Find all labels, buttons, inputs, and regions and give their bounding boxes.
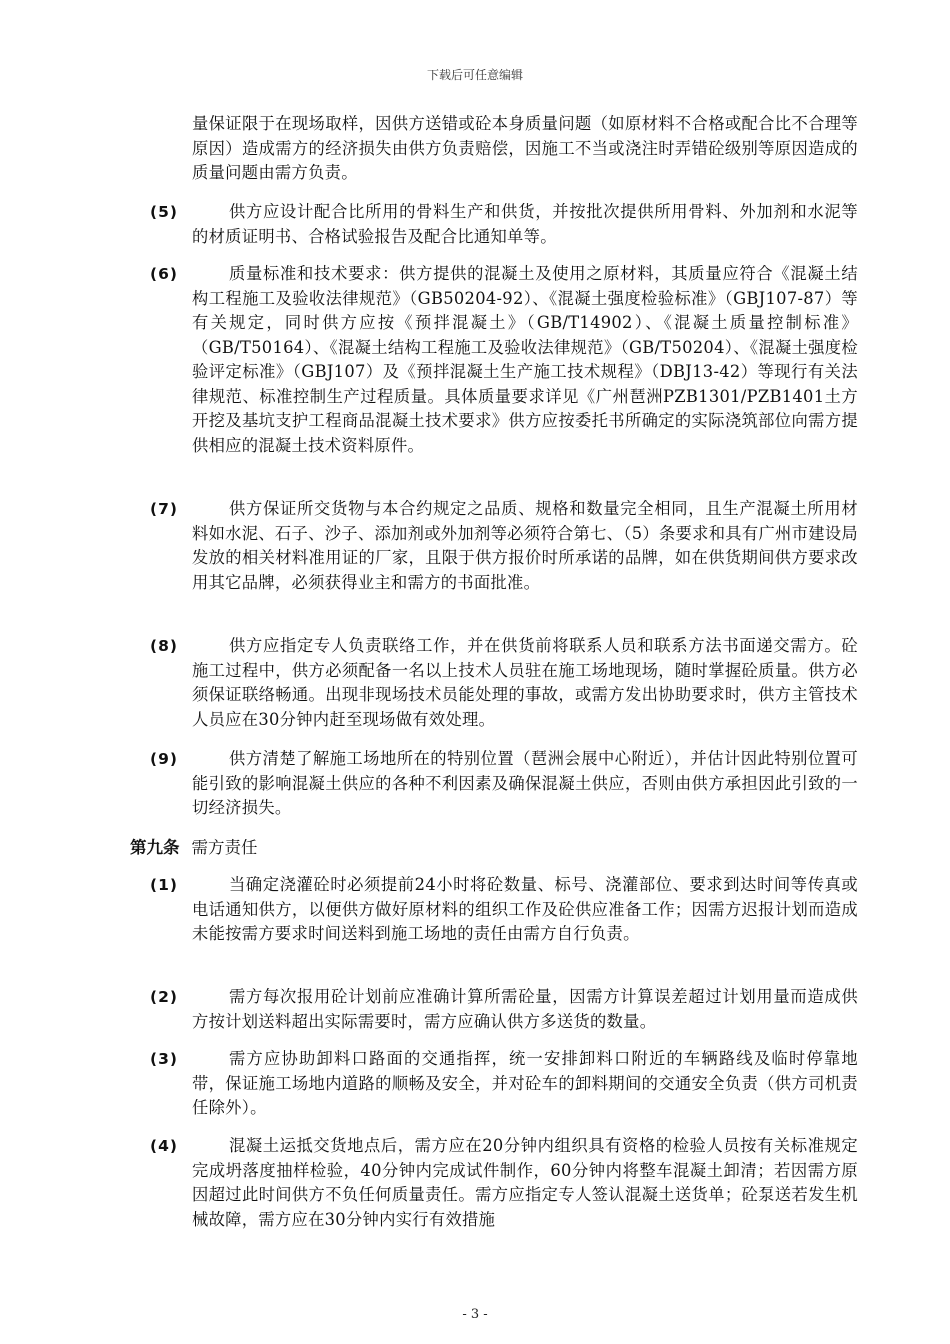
clause-number: (9) bbox=[150, 750, 178, 768]
section-title: 需方责任 bbox=[191, 838, 258, 857]
clause-text: 供方保证所交货物与本合约规定之品质、规格和数量完全相同，且生产混凝土所用材料如水泥、石子、沙子、添加剂或外加剂等必须符合第七、（5）条要求和具有广州市建设局发放的相关材料准用证的厂家，且限于供方报价时所承诺的品牌，如在供货期间供方要求改用其它品牌，必须获得业主和需方的书面批准。 bbox=[192, 499, 858, 592]
clause-number: (4) bbox=[150, 1137, 178, 1155]
clause-number: (1) bbox=[150, 876, 178, 894]
clause-text: 当确定浇灌砼时必须提前24小时将砼数量、标号、浇灌部位、要求到达时间等传真或电话通知供方，以便供方做好原材料的组织工作及砼供应准备工作；因需方迟报计划而造成未能按需方要求时间送料到施工场地的责任由需方自行负责。 bbox=[192, 875, 858, 943]
clause-text: 需方应协助卸料口路面的交通指挥，统一安排卸料口附近的车辆路线及临时停靠地带，保证施工场地内道路的顺畅及安全，并对砼车的卸料期间的交通安全负责（供方司机责任除外）。 bbox=[192, 1049, 858, 1117]
clause-text: 混凝土运抵交货地点后，需方应在20分钟内组织具有资格的检验人员按有关标准规定完成坍落度抽样检验，40分钟内完成试件制作，60分钟内将整车混凝土卸清；若因需方原因超过此时间供方不负任何质量责任。需方应指定专人签认混凝土送货单；砼泵送若发生机械故障，需方应在30分钟内实行有效措施 bbox=[192, 1136, 858, 1229]
clause-text: 供方应设计配合比所用的骨料生产和供货，并按批次提供所用骨料、外加剂和水泥等的材质证明书、合格试验报告及配合比通知单等。 bbox=[192, 202, 858, 246]
clause-text: 质量标准和技术要求：供方提供的混凝土及使用之原材料，其质量应符合《混凝土结构工程施工及验收法律规范》（GB50204-92）、《混凝土强度检验标准》（GBJ107-87）等有关规定，同时供方应按《预拌混凝土》（GB/T14902）、《混凝土质量控制标准》（GB/T50164）、《混凝土结构工程施工及验收法律规范》（GB/T50204）、《混凝土强度检验评定标准》（GBJ107）及《预拌混凝土生产施工技术规程》（DBJ13-42）等现行有关法律规范、标准控制生产过程质量。具体质量要求详见《广州琶洲PZB1301/PZB1401土方开挖及基坑支护工程商品混凝土技术要求》供方应按委托书所确定的实际浇筑部位向需方提供相应的混凝土技术资料原件。 bbox=[192, 264, 858, 455]
section-heading bbox=[130, 836, 258, 861]
clause-number: (7) bbox=[150, 500, 178, 518]
page-header: 下载后可任意编辑 bbox=[426, 68, 523, 82]
clause-number: (2) bbox=[150, 988, 178, 1006]
clause-text: 供方应指定专人负责联络工作，并在供货前将联系人员和联系方法书面递交需方。砼施工过程中，供方必须配备一名以上技术人员驻在施工场地现场，随时掌握砼质量。供方必须保证联络畅通。出现非现场技术员能处理的事故，或需方发出协助要求时，供方主管技术人员应在30分钟内赶至现场做有效处理。 bbox=[192, 636, 858, 729]
section-number: 第九条 bbox=[130, 838, 180, 857]
page-number: - 3 - bbox=[462, 1307, 488, 1322]
clause-number: (3) bbox=[150, 1050, 178, 1068]
clause-number: (5) bbox=[150, 203, 178, 221]
clause-number: (8) bbox=[150, 637, 178, 655]
clause-number: (6) bbox=[150, 265, 178, 283]
clause-text: 需方每次报用砼计划前应准确计算所需砼量，因需方计算误差超过计划用量而造成供方按计划送料超出实际需要时，需方应确认供方多送货的数量。 bbox=[192, 987, 858, 1031]
intro-paragraph: 量保证限于在现场取样，因供方送错或砼本身质量问题（如原材料不合格或配合比不合理等原因）造成需方的经济损失由供方负责赔偿，因施工不当或浇注时弄错砼级别等原因造成的质量问题由需方负责。 bbox=[192, 114, 858, 182]
clause-text: 供方清楚了解施工场地所在的特别位置（琶洲会展中心附近），并估计因此特别位置可能引致的影响混凝土供应的各种不利因素及确保混凝土供应，否则由供方承担因此引致的一切经济损失。 bbox=[192, 749, 858, 817]
